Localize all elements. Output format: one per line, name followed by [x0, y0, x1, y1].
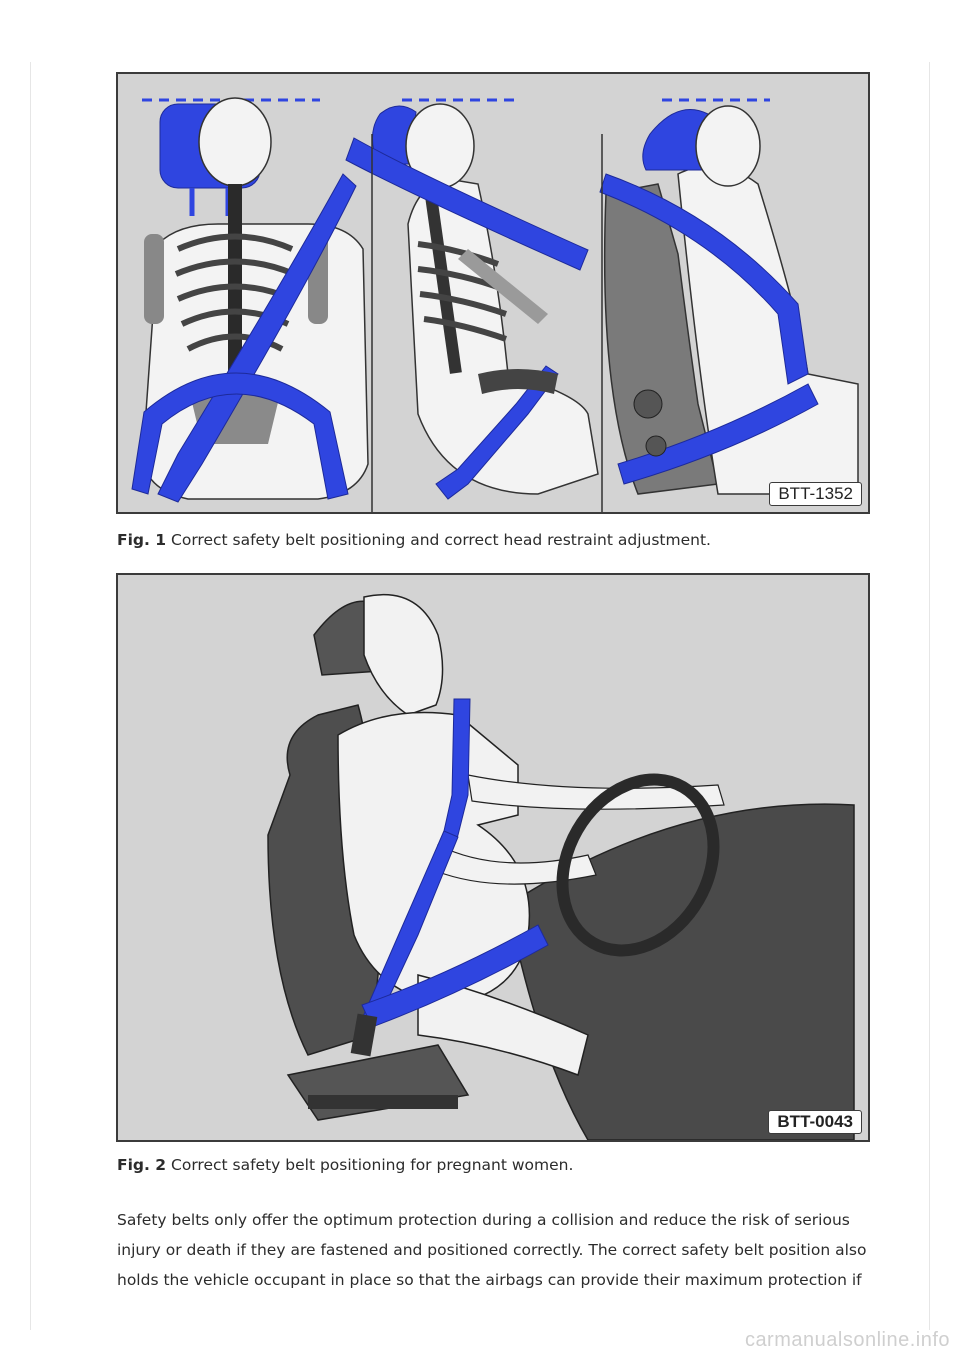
body-line: injury or death if they are fastened and positioned correctly. The correct safety belt position also — [117, 1241, 867, 1259]
front-view-panel — [132, 98, 368, 502]
page-margin-rule-right — [929, 62, 930, 1330]
figure-code-label: BTT-1352 — [769, 482, 862, 506]
dashboard — [508, 804, 854, 1140]
figure-1-caption — [117, 531, 711, 549]
figure-1-caption-text: Correct safety belt positioning and correct head restraint adjustment. — [171, 531, 711, 549]
page-margin-rule-left — [30, 62, 31, 1330]
watermark-text: carmanualsonline.info — [744, 1329, 950, 1351]
figure-1-illustration — [116, 72, 870, 514]
side-view-panel — [346, 104, 598, 499]
belt-positioning-illustration — [118, 74, 868, 512]
body-paragraph — [117, 1205, 867, 1295]
figure-code-label: BTT-0043 — [768, 1110, 862, 1134]
figure-2-caption-text: Correct safety belt positioning for pregnant women. — [171, 1156, 574, 1174]
body-line: Safety belts only offer the optimum protection during a collision and reduce the risk of serious — [117, 1211, 850, 1229]
figure-2-label: Fig. 2 — [117, 1156, 167, 1174]
figure-1-label: Fig. 1 — [117, 531, 167, 549]
seat-side-panel — [600, 106, 858, 494]
pregnant-woman-belt-illustration — [118, 575, 868, 1140]
figure-2-illustration — [116, 573, 870, 1142]
figure-2-caption — [117, 1156, 573, 1174]
body-line: holds the vehicle occupant in place so that the airbags can provide their maximum protection if — [117, 1271, 862, 1289]
